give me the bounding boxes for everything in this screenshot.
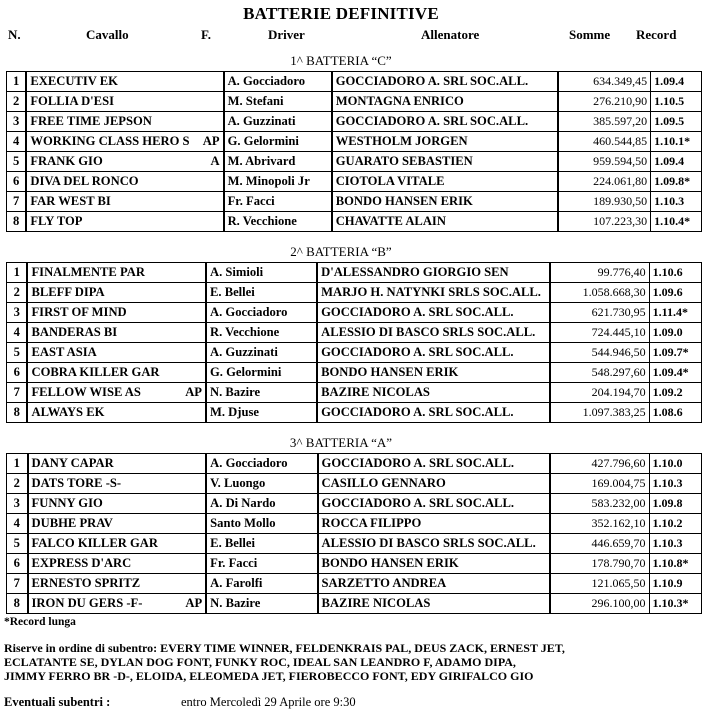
row-number: 3 [7,494,28,514]
horse-name: COBRA KILLER GAR [27,363,173,383]
earnings: 296.100,00 [550,594,649,614]
record-time: 1.10.3 [649,474,701,494]
earnings: 427.796,60 [550,454,649,474]
record-time: 1.10.3 [649,534,701,554]
shoeing-flag: A [193,152,224,172]
row-number: 6 [7,172,27,192]
row-number: 8 [7,594,28,614]
table-row [7,283,702,303]
table-row [7,454,702,474]
horse-name: DUBHE PRAV [28,514,174,534]
driver-name: A. Guzzinati [206,343,317,363]
shoeing-flag [193,172,224,192]
row-number: 5 [7,343,28,363]
heat-title: 1^ BATTERIA “C” [290,53,392,68]
horse-name: FELLOW WISE AS [27,383,173,403]
shoeing-flag [174,403,206,423]
heat-table [6,71,702,232]
record-time: 1.09.0 [649,323,701,343]
trainer-name: GOCCIADORO A. SRL SOC.ALL. [318,454,550,474]
earnings: 121.065,50 [550,574,649,594]
row-number: 7 [7,192,27,212]
driver-name: G. Gelormini [224,132,332,152]
shoeing-flag [174,494,206,514]
row-number: 6 [7,363,28,383]
table-row [7,403,702,423]
trainer-name: GUARATO SEBASTIEN [332,152,558,172]
trainer-name: WESTHOLM JORGEN [332,132,558,152]
row-number: 5 [7,152,27,172]
shoeing-flag: AP [193,132,224,152]
horse-name: DANY CAPAR [28,454,174,474]
earnings: 724.445,10 [550,323,649,343]
trainer-name: CASILLO GENNARO [318,474,550,494]
driver-name: M. Djuse [206,403,317,423]
horse-name: WORKING CLASS HERO S [26,132,192,152]
driver-name: M. Abrivard [224,152,332,172]
row-number: 4 [7,132,27,152]
horse-name: FOLLIA D'ESI [26,92,192,112]
header-money: Somme [569,27,611,42]
trainer-name: D'ALESSANDRO GIORGIO SEN [317,263,550,283]
table-row [7,303,702,323]
horse-name: DATS TORE -S- [28,474,174,494]
row-number: 7 [7,574,28,594]
page-title: BATTERIE DEFINITIVE [243,4,439,23]
earnings: 169.004,75 [550,474,649,494]
reserves-line: JIMMY FERRO BR -D-, ELOIDA, ELEOMEDA JET, FIEROBECCO FONT, EDY GIRIFALCO GIO [4,669,534,683]
shoeing-flag [174,363,206,383]
table-row [7,474,702,494]
row-number: 3 [7,112,27,132]
record-time: 1.09.4 [651,72,702,92]
record-time: 1.09.7* [649,343,701,363]
trainer-name: ALESSIO DI BASCO SRLS SOC.ALL. [317,323,550,343]
row-number: 1 [7,263,28,283]
trainer-name: SARZETTO ANDREA [318,574,550,594]
driver-name: R. Vecchione [206,323,317,343]
horse-name: EXPRESS D'ARC [28,554,174,574]
trainer-name: BONDO HANSEN ERIK [318,554,550,574]
row-number: 2 [7,283,28,303]
earnings: 446.659,70 [550,534,649,554]
horse-name: IRON DU GERS -F- [28,594,174,614]
earnings: 189.930,50 [558,192,651,212]
trainer-name: MONTAGNA ENRICO [332,92,558,112]
shoeing-flag [174,303,206,323]
record-time: 1.10.3 [651,192,702,212]
horse-name: BLEFF DIPA [27,283,173,303]
shoeing-flag [174,283,206,303]
record-time: 1.09.8 [649,494,701,514]
earnings: 583.232,00 [550,494,649,514]
shoeing-flag [193,92,224,112]
horse-name: FALCO KILLER GAR [28,534,174,554]
reserves-line: Riserve in ordine di subentro: EVERY TIME WINNER, FELDENKRAIS PAL, DEUS ZACK, ERNEST JET, [4,641,565,655]
record-time: 1.09.6 [649,283,701,303]
record-time: 1.10.3* [649,594,701,614]
horse-name: ALWAYS EK [27,403,173,423]
shoeing-flag [174,534,206,554]
shoeing-flag: AP [174,383,206,403]
driver-name: A. Gocciadoro [224,72,332,92]
reserves-line: ECLATANTE SE, DYLAN DOG FONT, FUNKY ROC, IDEAL SAN LEANDRO F, ADAMO DIPA, [4,655,516,669]
earnings: 107.223,30 [558,212,651,232]
record-time: 1.09.8* [651,172,702,192]
table-row [7,343,702,363]
horse-name: FAR WEST BI [26,192,192,212]
table-row [7,323,702,343]
shoeing-flag [193,72,224,92]
shoeing-flag [174,323,206,343]
horse-name: ERNESTO SPRITZ [28,574,174,594]
trainer-name: GOCCIADORO A. SRL SOC.ALL. [318,494,550,514]
row-number: 4 [7,514,28,534]
record-time: 1.09.4* [649,363,701,383]
earnings: 460.544,85 [558,132,651,152]
header-number: N. [8,27,21,42]
horse-name: FRANK GIO [26,152,192,172]
heat-title: 3^ BATTERIA “A” [289,435,393,450]
record-time: 1.10.9 [649,574,701,594]
shoeing-flag: AP [174,594,206,614]
horse-name: EXECUTIV EK [26,72,192,92]
eventual-text: entro Mercoledì 29 Aprile ore 9:30 [181,695,356,709]
row-number: 1 [7,72,27,92]
table-row [7,594,702,614]
shoeing-flag [174,454,206,474]
table-row [7,363,702,383]
driver-name: A. Gocciadoro [206,303,317,323]
record-time: 1.09.5 [651,112,702,132]
table-row [7,534,702,554]
trainer-name: GOCCIADORO A. SRL SOC.ALL. [317,343,550,363]
earnings: 621.730,95 [550,303,649,323]
horse-name: FREE TIME JEPSON [26,112,192,132]
header-record: Record [636,27,677,42]
driver-name: N. Bazire [206,383,317,403]
row-number: 2 [7,474,28,494]
horse-name: FUNNY GIO [28,494,174,514]
horse-name: FIRST OF MIND [27,303,173,323]
record-time: 1.09.2 [649,383,701,403]
table-row [7,152,702,172]
earnings: 544.946,50 [550,343,649,363]
trainer-name: BONDO HANSEN ERIK [332,192,558,212]
table-row [7,192,702,212]
table-row [7,72,702,92]
driver-name: M. Minopoli Jr [224,172,332,192]
earnings: 178.790,70 [550,554,649,574]
driver-name: E. Bellei [206,283,317,303]
table-row [7,263,702,283]
table-row [7,92,702,112]
table-row [7,554,702,574]
header-horse: Cavallo [86,27,129,42]
heat-table [6,262,702,423]
header-driver: Driver [268,27,305,42]
driver-name: A. Guzzinati [224,112,332,132]
row-number: 3 [7,303,28,323]
horse-name: EAST ASIA [27,343,173,363]
table-row [7,212,702,232]
row-number: 8 [7,403,28,423]
table-row [7,494,702,514]
table-row [7,172,702,192]
shoeing-flag [174,574,206,594]
header-f: F. [201,27,211,42]
driver-name: N. Bazire [206,594,317,614]
trainer-name: CIOTOLA VITALE [332,172,558,192]
table-row [7,132,702,152]
record-time: 1.10.2 [649,514,701,534]
earnings: 204.194,70 [550,383,649,403]
row-number: 4 [7,323,28,343]
table-row [7,383,702,403]
trainer-name: GOCCIADORO A. SRL SOC.ALL. [317,303,550,323]
row-number: 2 [7,92,27,112]
trainer-name: GOCCIADORO A. SRL SOC.ALL. [332,112,558,132]
earnings: 548.297,60 [550,363,649,383]
row-number: 8 [7,212,27,232]
trainer-name: ALESSIO DI BASCO SRLS SOC.ALL. [318,534,550,554]
driver-name: A. Gocciadoro [206,454,317,474]
table-row [7,112,702,132]
table-row [7,514,702,534]
record-time: 1.08.6 [649,403,701,423]
trainer-name: MARJO H. NATYNKI SRLS SOC.ALL. [317,283,550,303]
driver-name: R. Vecchione [224,212,332,232]
driver-name: M. Stefani [224,92,332,112]
row-number: 5 [7,534,28,554]
record-note: *Record lunga [4,616,76,628]
driver-name: Fr. Facci [206,554,317,574]
earnings: 634.349,45 [558,72,651,92]
header-trainer: Allenatore [421,27,480,42]
horse-name: DIVA DEL RONCO [26,172,192,192]
driver-name: V. Luongo [206,474,317,494]
driver-name: E. Bellei [206,534,317,554]
trainer-name: ROCCA FILIPPO [318,514,550,534]
heat-table [6,453,702,614]
earnings: 352.162,10 [550,514,649,534]
trainer-name: BONDO HANSEN ERIK [317,363,550,383]
trainer-name: GOCCIADORO A. SRL SOC.ALL. [332,72,558,92]
row-number: 6 [7,554,28,574]
row-number: 1 [7,454,28,474]
shoeing-flag [174,343,206,363]
earnings: 99.776,40 [550,263,649,283]
record-time: 1.10.4* [651,212,702,232]
table-row [7,574,702,594]
reserves-list [4,641,694,683]
shoeing-flag [174,474,206,494]
shoeing-flag [193,192,224,212]
shoeing-flag [174,514,206,534]
record-time: 1.10.6 [649,263,701,283]
earnings: 276.210,90 [558,92,651,112]
driver-name: G. Gelormini [206,363,317,383]
trainer-name: BAZIRE NICOLAS [317,383,550,403]
horse-name: BANDERAS BI [27,323,173,343]
record-time: 1.10.0 [649,454,701,474]
trainer-name: BAZIRE NICOLAS [318,594,550,614]
earnings: 959.594,50 [558,152,651,172]
driver-name: Santo Mollo [206,514,317,534]
heat-title: 2^ BATTERIA “B” [290,244,392,259]
earnings: 385.597,20 [558,112,651,132]
trainer-name: CHAVATTE ALAIN [332,212,558,232]
horse-name: FLY TOP [26,212,192,232]
shoeing-flag [174,263,206,283]
shoeing-flag [193,212,224,232]
earnings: 1.058.668,30 [550,283,649,303]
record-time: 1.10.8* [649,554,701,574]
driver-name: A. Di Nardo [206,494,317,514]
driver-name: A. Farolfi [206,574,317,594]
record-time: 1.10.1* [651,132,702,152]
trainer-name: GOCCIADORO A. SRL SOC.ALL. [317,403,550,423]
row-number: 7 [7,383,28,403]
driver-name: Fr. Facci [224,192,332,212]
earnings: 224.061,80 [558,172,651,192]
driver-name: A. Simioli [206,263,317,283]
shoeing-flag [193,112,224,132]
record-time: 1.11.4* [649,303,701,323]
shoeing-flag [174,554,206,574]
eventual-label: Eventuali subentri : [4,695,111,709]
record-time: 1.10.5 [651,92,702,112]
earnings: 1.097.383,25 [550,403,649,423]
record-time: 1.09.4 [651,152,702,172]
horse-name: FINALMENTE PAR [27,263,173,283]
